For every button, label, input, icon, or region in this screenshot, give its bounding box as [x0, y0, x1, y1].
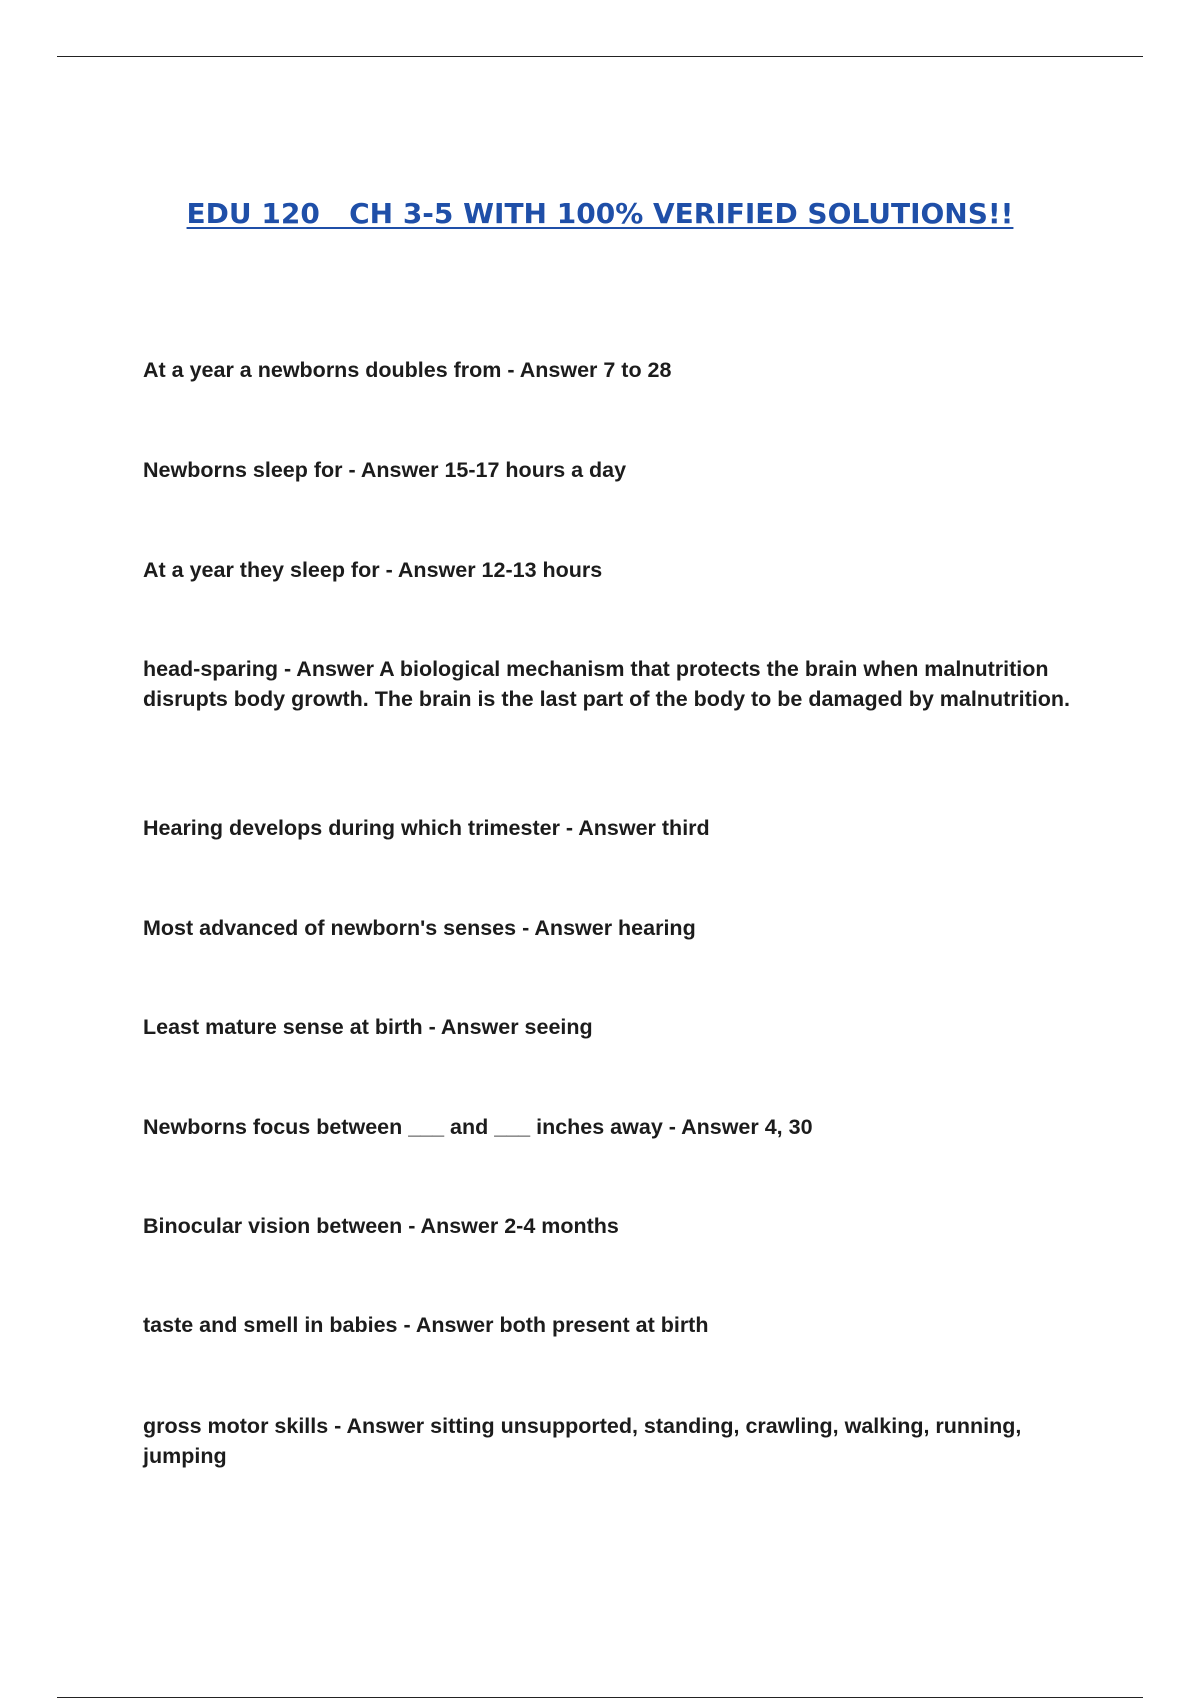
qa-item: Binocular vision between - Answer 2-4 months: [143, 1214, 619, 1238]
qa-item: At a year they sleep for - Answer 12-13 hours: [143, 558, 603, 582]
qa-item: Newborns sleep for - Answer 15-17 hours a day: [143, 458, 627, 482]
bottom-rule: [57, 1697, 1143, 1698]
document-title: EDU 120 CH 3-5 WITH 100% VERIFIED SOLUTIONS!!: [186, 197, 1014, 230]
qa-item: Most advanced of newborn's senses - Answer hearing: [143, 916, 696, 940]
qa-item: Least mature sense at birth - Answer seeing: [143, 1015, 593, 1039]
qa-item: head-sparing - Answer A biological mechanism that protects the brain when malnutrition disrupts body growth. The brain is the last part of the body to be damaged by malnutrition.: [143, 657, 1070, 711]
qa-item: taste and smell in babies - Answer both present at birth: [143, 1313, 709, 1337]
top-rule: [57, 56, 1143, 57]
qa-item: gross motor skills - Answer sitting unsupported, standing, crawling, walking, running, jumping: [143, 1414, 1022, 1468]
qa-item: At a year a newborns doubles from - Answer 7 to 28: [143, 358, 672, 382]
qa-item: Hearing develops during which trimester - Answer third: [143, 816, 710, 840]
qa-item: Newborns focus between ___ and ___ inches away - Answer 4, 30: [143, 1115, 813, 1139]
